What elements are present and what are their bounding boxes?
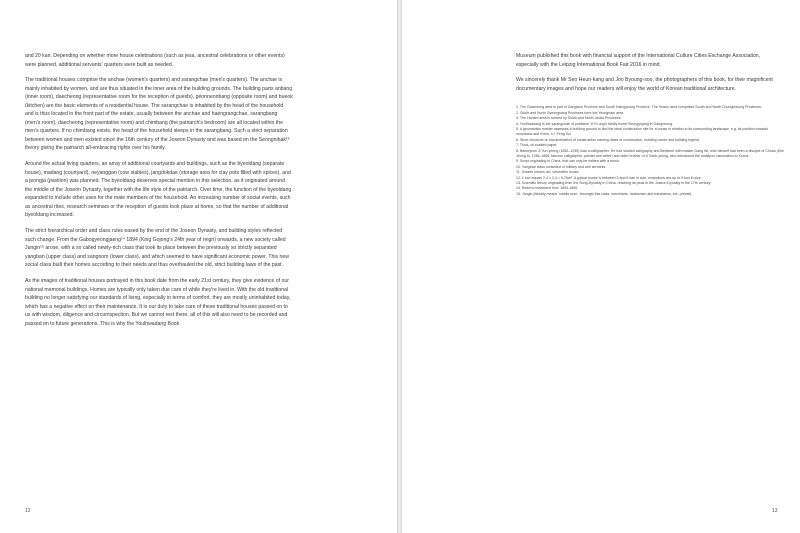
paragraph: The traditional houses comprise the anchae (women's quarters) and sarangchae (men's quarters). The anchae is mainly inhabited by women, and are thus situated in the inner area of the building grounds. The building parts anbang (inner room), daecheong (representative room for the reception of guests), geonneonbang (opposite room) and bueok (kitchen) are the basic elements of a residential house. The sarangchae is inhabited by the head of the household and is thus located in the front part of the estate, usually between the anchae and haengrangchae. sarangbang (men's room), daecheong (representative room) and chimbang (the patriarch's bedroom) are all located within the men's quarters. If no chimbang exists, the head of the household sleeps in the sarangbang. Such a strict separation between women and men existed since the 16th century of the Joseon Dynasty and was based on the Seongnihak¹³ theory giving the patriarch all-embracing rights over his family.: [25, 77, 293, 152]
footnote: 10. Yangban class consisted of military and civil servants.: [516, 164, 607, 169]
footnote: 15. Jungin (literally means 'middle man'. Amongst this class, merchants, tradesmen and translators, etc. prevail).: [516, 191, 693, 196]
footnote: 1. The Gwandong area is part of Gangwon Province and South Hamgyeong Province. The Hoseo area comprises South and North Chungcheong Provinces.: [516, 105, 762, 110]
footnotes: [516, 105, 784, 197]
paragraph: Museum published this book with financial support of the International Culture Cities Exchange Association, especially with the Leipzig International Book Fair 2016 in mind.: [516, 53, 761, 68]
page-number-right: 13: [772, 508, 778, 514]
footnote: 6. Short chronicle or documentation of construction naming dates of construction, building owner and building legend.: [516, 137, 700, 142]
paragraph: As the images of traditional houses portrayed in this book date from the early 21st century, they give evidence of our national memorial buildings. Homes are typically only taken due care of while they're lived in. With the old traditional building no longer satisfying our standards of living, especially in terms of comfort, they are mostly uninhabited today, which has a negative effect on their maintenance. It is our duty to take care of these traditional houses passed on to us with wisdom, diligence and circumspection. But we cannot rest there, all of this will also need to be recorded and passed on to future generations. This is why the Youlhwadang Book: [25, 278, 291, 327]
footnote: 5. A geomantics master assesses a building ground to find the ideal construction site for a house in relation to its surrounding landscape, e.g. its position towards mountains and rivers, c.f. Feng Sui.: [516, 127, 768, 137]
paragraph: We sincerely thank Mr Seo Heun-kang and Joo Byoung-soo, the photographers of this book, for their magnificent documentary images and hope our readers will enjoy the world of Korean traditional architecture.: [516, 77, 773, 92]
paragraph: and 20 kan. Depending on whether more house celebrations (such as jesa, ancestral celebrations or other events) were planned, additional servants' quarters were built as needed.: [25, 53, 285, 68]
footnote: 11. Gotaek means old, venerable house.: [516, 170, 580, 175]
footnote: 4. Youlhwadang is the sarangchae of publisher Yi Ki-ung's family home Seongyojang in Gangneung.: [516, 121, 674, 126]
footnote: 3. The Honam area is formed by South and North Jeolla Provinces.: [516, 116, 622, 121]
footnote: 9. Script originating in China, that can only be written with a brush.: [516, 159, 620, 164]
left-page-text: [25, 52, 293, 335]
footnote: 13. Scientific theory originating from the Sung-Dynasty in China, reaching its peak in the Joseon Dynasty in the 17th century.: [516, 181, 712, 186]
left-page: [0, 0, 397, 533]
footnote: 8. Baekryeon Ji Yun-yeong (1852–1935) was a calligrapher. He had studied calligraphy and literature with master Gang Wi, who himself had been a disciple of Chusa (Kim Jeong-hi, 1786–1856, famous calligrapher, painter and writer) and older brother of Ji Seok-yeong, who introduced the smallpox vaccination to Korea.: [516, 148, 784, 159]
paragraph: The strict hierarchical order and class rules eased by the end of the Joseon Dynasty, and building styles reflected such change. From the Gabogyeongjaeng¹⁴ 1894 (King Gojong's 24th year of reign) onwards, a new society called Jungin¹⁵ arose, with a so called newly-rich class that took its place between the previously so strictly separated yangban (upper class) and sangnom (lower class), and which seemed to have significant economic power. This new social class built their homes according to their needs and thus overhauled the old, strict building laws of the past.: [25, 228, 289, 269]
right-page-text: [516, 52, 784, 197]
page-number-left: 12: [25, 508, 31, 514]
footnote: 12. 1 kan equals 2,4 × 2,4 = 5,76m². A typical house is between 3 and 6 kan in size, exceptions are up to 9 kan in size.: [516, 175, 702, 180]
footnote: 14. Reform movement from 1894-1896.: [516, 186, 579, 191]
footnote: 2. South and North Gyeongsang Provinces form the Yeongnam area.: [516, 110, 625, 115]
footnote: 7. Thick, oil-soaked paper.: [516, 143, 558, 148]
paragraph: Around the actual living quarters, an array of additional courtyards and buildings, such as the byeoldang (separate house), madang (courtyard), oeyanggan (cow stables), jangdokdae (storage area for clay pots filled with spices), and a jeongja (pavilion) was planned. The byeoldang deserves special mention in this selection, as it originated around the middle of the Joseon Dynasty, together with the life style of the patriarch. Over time, the function of the byeoldang expanded to include other uses for the male members of the household. An increasing number of social events, such as ancestral rites, research seminars or the reception of guests took place at home, so that the number of additional byeoldang increased.: [25, 161, 292, 219]
right-page: [402, 0, 800, 533]
